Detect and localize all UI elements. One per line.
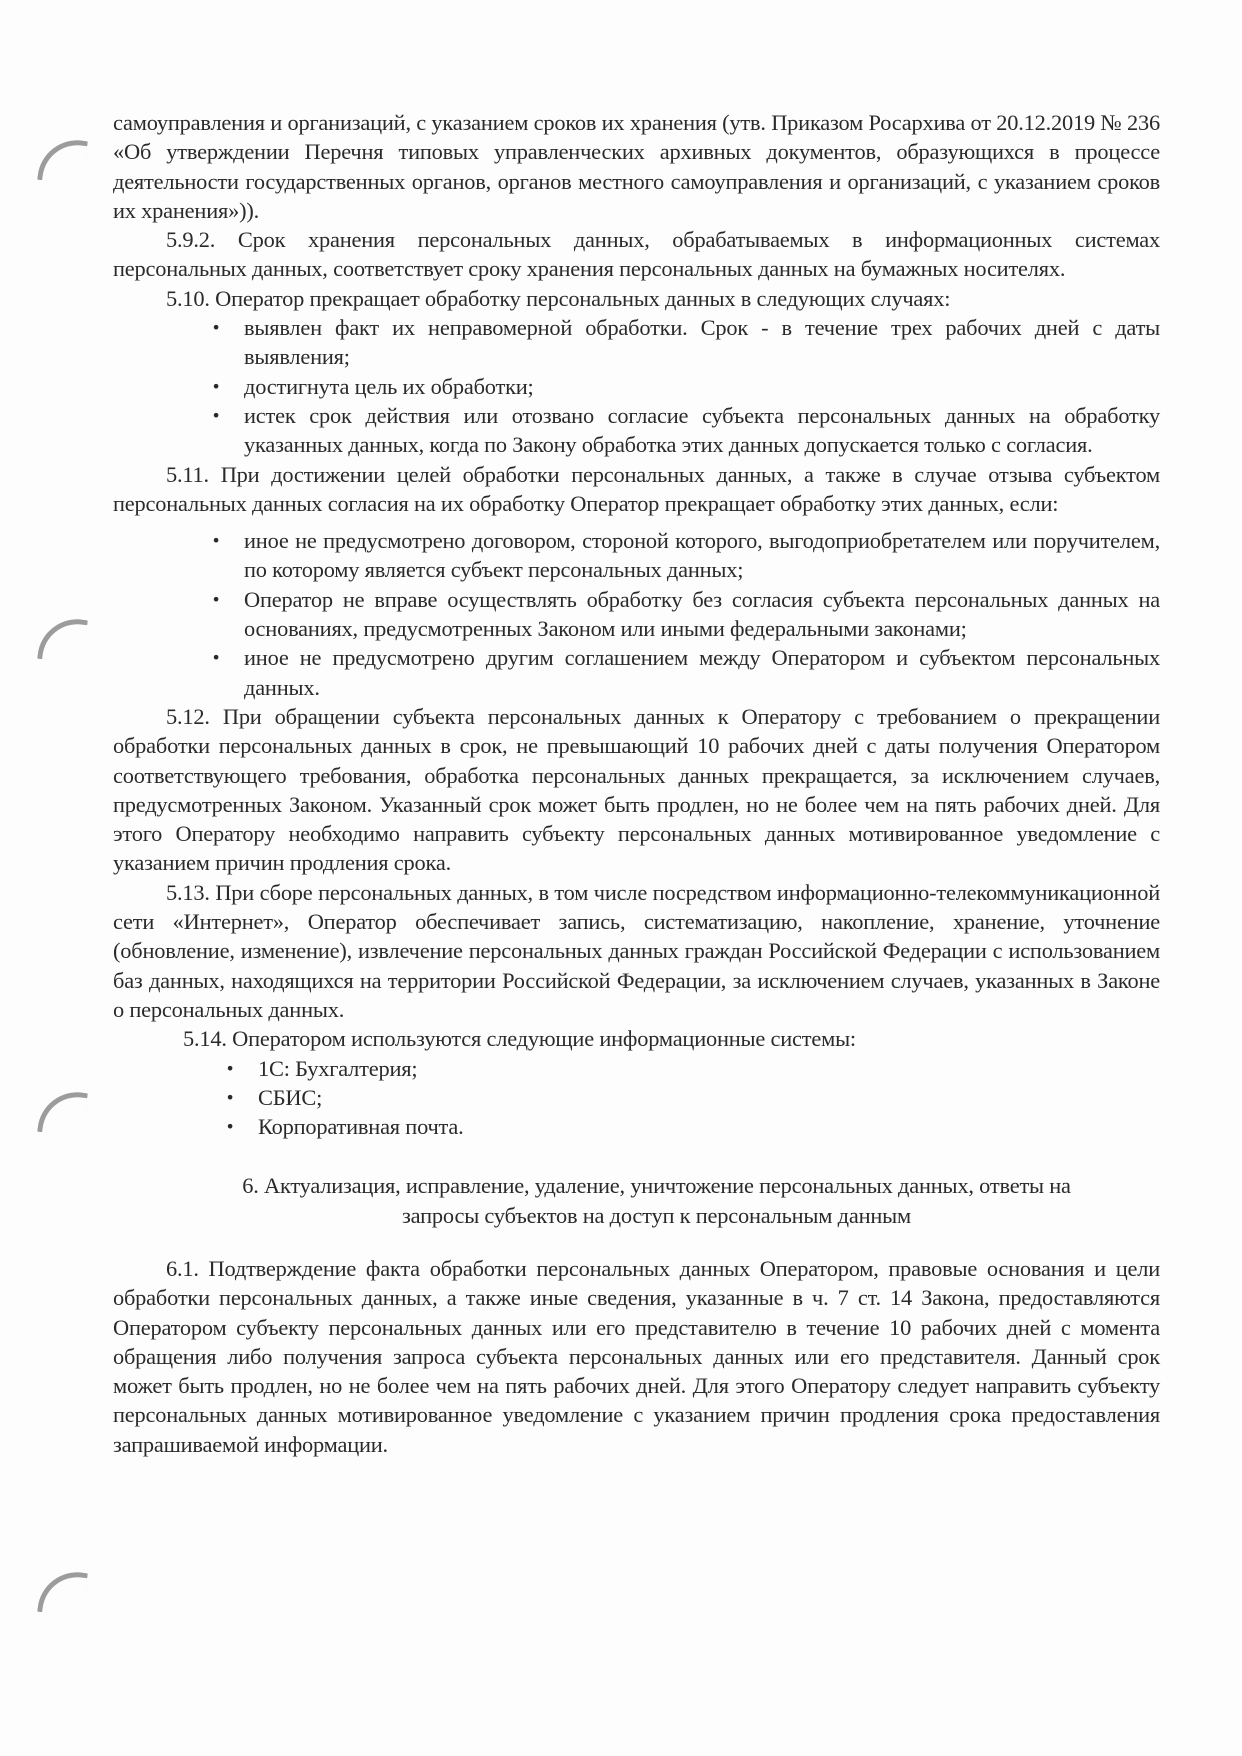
paragraph-5-14: 5.14. Оператором используются следующие информационные системы:	[183, 1026, 856, 1052]
paragraph-5-10: 5.10. Оператор прекращает обработку персональных данных в следующих случаях:	[166, 285, 951, 311]
bullet-icon: •	[211, 531, 221, 551]
paragraph-6-1: 6.1. Подтверждение факта обработки персональных данных Оператором, правовые основания и цели обработки персональных данных, а также иные сведения, указанные в ч. 7 ст. 14 Закона, предоставляются Оператором субъекту персональных данных или его представителю в течение 10 рабочих дней с момента обращения либо получения запроса субъекта персональных данных или его представителя. Данный срок может быть продлен, но не более чем на пять рабочих дней. Для этого Оператору следует направить субъекту персональных данных мотивированное уведомление с указанием причин продления срока предоставления запрашиваемой информации.	[113, 1255, 1160, 1457]
list-item: • Оператор не вправе осуществлять обработку без согласия субъекта персональных данных на основаниях, предусмотренных Законом или иными федеральными законами;	[113, 585, 1160, 644]
list-item: • истек срок действия или отозвано согласие субъекта персональных данных на обработку указанных данных, когда по Закону обработка этих данных допускается только с согласия.	[113, 401, 1160, 460]
list-item: • выявлен факт их неправомерной обработки. Срок - в течение трех рабочих дней с даты выявления;	[113, 313, 1160, 372]
paragraph-5-12: 5.12. При обращении субъекта персональных данных к Оператору с требованием о прекращении обработки персональных данных в срок, не превышающий 10 рабочих дней с даты получения Оператором соответствующего требования, обработка персональных данных прекращается, за исключением случаев, предусмотренных Законом. Указанный срок может быть продлен, но не более чем на пять рабочих дней. Для этого Оператору необходимо направить субъекту персональных данных мотивированное уведомление с указанием причин продления срока.	[113, 703, 1160, 876]
list-information-systems	[113, 1054, 1160, 1142]
binder-hole-mark-icon	[37, 1087, 88, 1138]
bullet-icon: •	[211, 405, 221, 425]
bullet-icon: •	[211, 318, 221, 338]
list-item: • иное не предусмотрено договором, стороной которого, выгодоприобретателем или поручителем, по которому является субъект персональных данных;	[113, 526, 1160, 585]
paragraph-5-9-2: 5.9.2. Срок хранения персональных данных, обрабатываемых в информационных системах персональных данных, соответствует сроку хранения персональных данных на бумажных носителях.	[113, 227, 1160, 282]
bullet-icon: •	[211, 376, 221, 396]
bullet-icon: •	[225, 1117, 235, 1137]
binder-hole-mark-icon	[37, 1567, 88, 1618]
list-item: • достигнута цель их обработки;	[113, 372, 1160, 401]
paragraph-continuation: самоуправления и организаций, с указанием сроков их хранения (утв. Приказом Росархива от 20.12.2019 № 236 «Об утверждении Перечня типовых управленческих архивных документов, образующихся в процессе деятельности государственных органов, органов местного самоуправления и организаций, с указанием сроков их хранения»)).	[113, 110, 1160, 223]
document-body	[113, 108, 1160, 1459]
section-6-heading-line-2: запросы субъектов на доступ к персональным данным	[402, 1202, 911, 1228]
binder-hole-mark-icon	[37, 614, 88, 665]
bullet-icon: •	[211, 648, 221, 668]
list-5-10	[113, 313, 1160, 459]
paragraph-5-13: 5.13. При сборе персональных данных, в том числе посредством информационно-телекоммуникационной сети «Интернет», Оператор обеспечивает запись, систематизацию, накопление, хранение, уточнение (обновление, изменение), извлечение персональных данных граждан Российской Федерации с использованием баз данных, находящихся на территории Российской Федерации, за исключением случаев, указанных в Законе о персональных данных.	[113, 879, 1160, 1022]
bullet-icon: •	[211, 589, 221, 609]
bullet-icon: •	[225, 1058, 235, 1078]
binder-hole-mark-icon	[37, 135, 88, 186]
list-item: • Корпоративная почта.	[113, 1112, 1160, 1141]
paragraph-5-11: 5.11. При достижении целей обработки персональных данных, а также в случае отзыва субъектом персональных данных согласия на их обработку Оператор прекращает обработку этих данных, если:	[113, 461, 1160, 516]
bullet-icon: •	[225, 1087, 235, 1107]
list-5-11	[113, 526, 1160, 702]
list-item: • иное не предусмотрено другим соглашением между Оператором и субъектом персональных данных.	[113, 643, 1160, 702]
list-item: • 1С: Бухгалтерия;	[113, 1054, 1160, 1083]
section-6-heading	[113, 1171, 1160, 1230]
list-item: • СБИС;	[113, 1083, 1160, 1112]
section-6-heading-line-1: 6. Актуализация, исправление, удаление, уничтожение персональных данных, ответы на	[242, 1173, 1071, 1199]
